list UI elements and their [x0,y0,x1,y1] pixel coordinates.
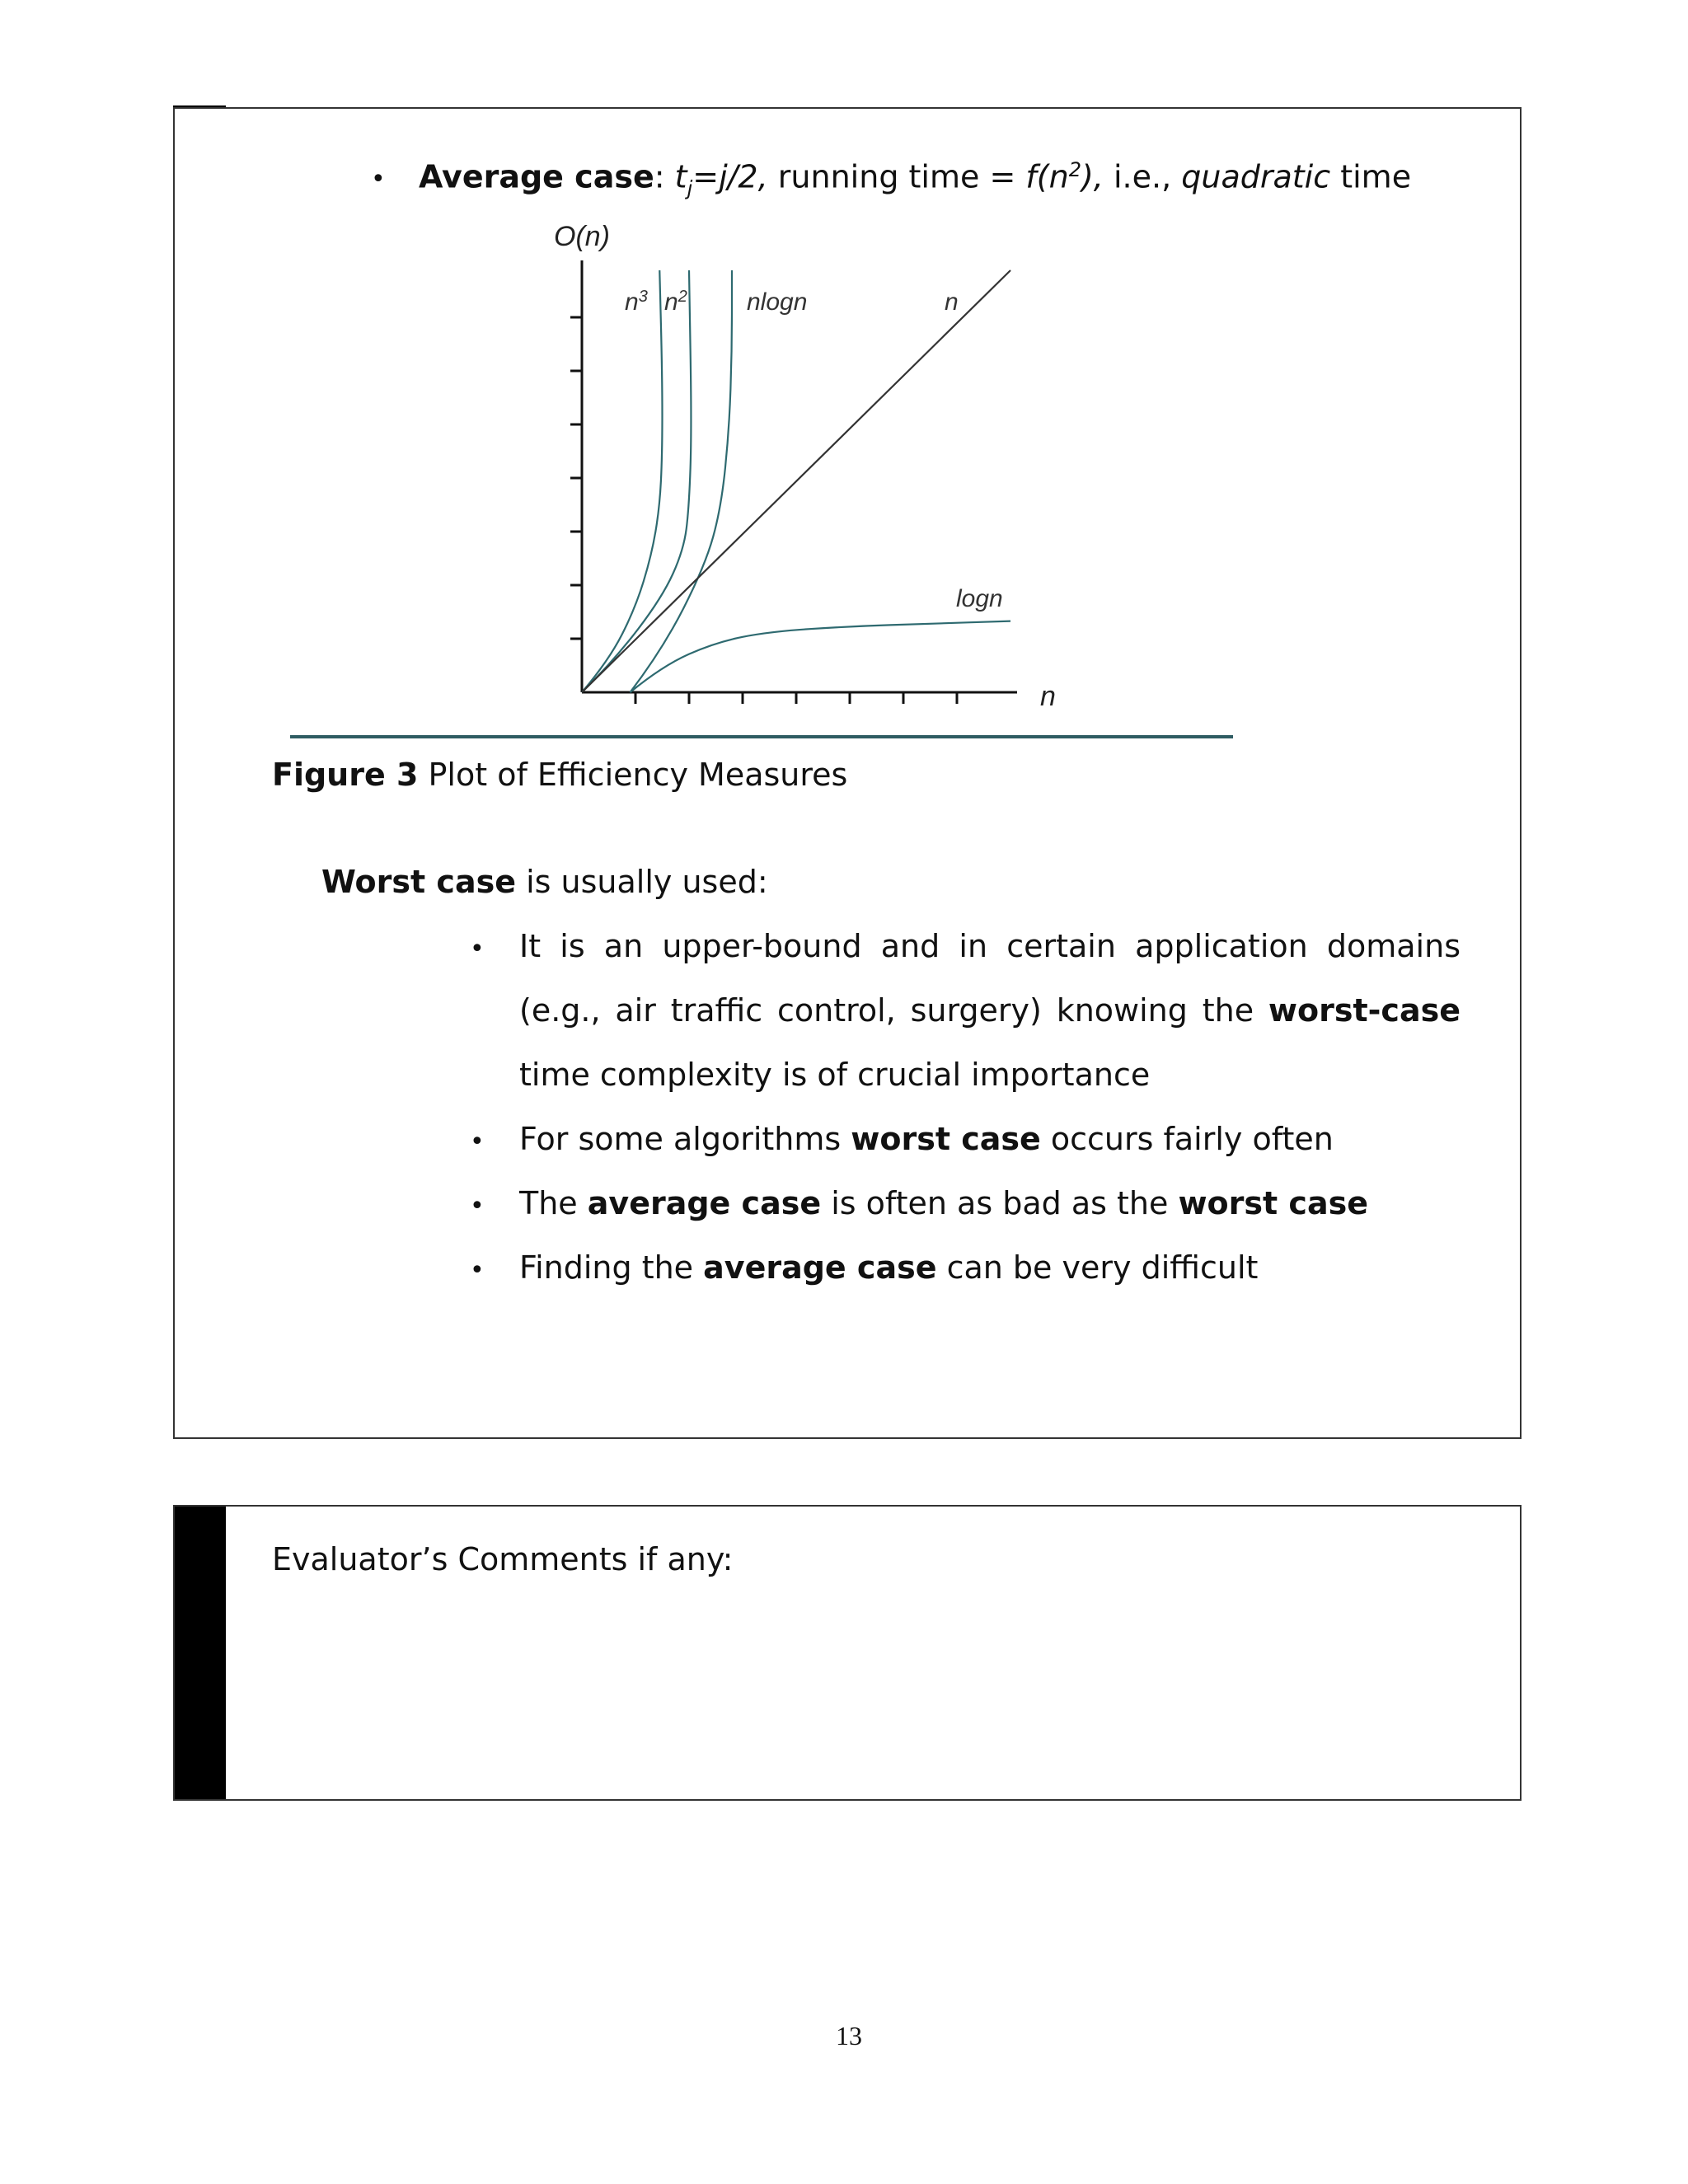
reason-1-line-2 [519,992,1461,1030]
reason-4 [519,1249,1258,1287]
ie-text: i.e., [1113,158,1172,195]
reason-2-emph: worst case [851,1121,1041,1157]
series-label-3: n [945,288,959,316]
f-open: f(n [1025,158,1069,195]
series-line-1 [582,270,691,692]
series-label-0: $n^3$ [625,288,648,316]
series-label-1: $n^2$ [664,288,687,316]
worst-case-line [321,864,768,902]
figure-label: Figure 3 [272,757,419,793]
t-expression: =j/2, [692,158,768,195]
bullet: • [371,165,386,194]
bullet: • [470,1127,485,1156]
reason-4-a: Finding the [519,1249,694,1286]
page-number: 13 [836,2021,862,2050]
reason-4-c: can be very difficult [946,1249,1259,1286]
colon: : [654,158,665,195]
bullet: • [470,935,485,963]
x-axis-label: n [1040,681,1056,712]
y-axis-label: O(n) [554,221,610,252]
figure-caption [272,757,847,794]
series-line-3 [582,270,1010,692]
reason-1-line-3: time complexity is of crucial importance [519,1057,1151,1093]
reason-2-a: For some algorithms [519,1121,842,1157]
quadratic-text: quadratic [1181,158,1331,195]
comments-sidebar [175,1507,226,1799]
reason-3-a: The [519,1185,578,1221]
f-close: ), [1081,158,1104,195]
t-subscript: j [687,176,693,200]
reason-3-emph-2: worst case [1178,1185,1368,1221]
reason-3-emph-1: average case [587,1185,822,1221]
series-label-4: logn [956,585,1003,612]
t-symbol: t [674,158,687,195]
reason-1-line-1: It is an upper-bound and in certain application domains [519,928,1461,964]
reason-2-c: occurs fairly often [1050,1121,1334,1157]
running-time-text: running time = [777,158,1016,195]
reason-3-c: is often as bad as the [831,1185,1169,1221]
figure-caption-text: Plot of Efficiency Measures [428,757,848,793]
average-case-label: Average case [419,158,654,195]
reason-1-text: (e.g., air traffic control, surgery) knowing the [519,992,1254,1029]
series-line-4 [631,621,1011,692]
reason-3 [519,1185,1368,1223]
time-text: time [1340,158,1412,195]
bullet: • [470,1256,485,1285]
figure-divider [290,735,1233,738]
series-line-0 [582,270,663,692]
series-label-2: nlogn [747,288,808,316]
comments-label: Evaluator’s Comments if any: [272,1541,734,1577]
f-sup: 2 [1068,158,1081,181]
worst-case-rest: is usually used: [526,864,768,900]
bullet: • [470,1192,485,1221]
reason-2 [519,1121,1334,1159]
reason-4-emph: average case [703,1249,937,1286]
reason-1-emph: worst-case [1268,992,1461,1029]
worst-case-label: Worst case [321,864,516,900]
